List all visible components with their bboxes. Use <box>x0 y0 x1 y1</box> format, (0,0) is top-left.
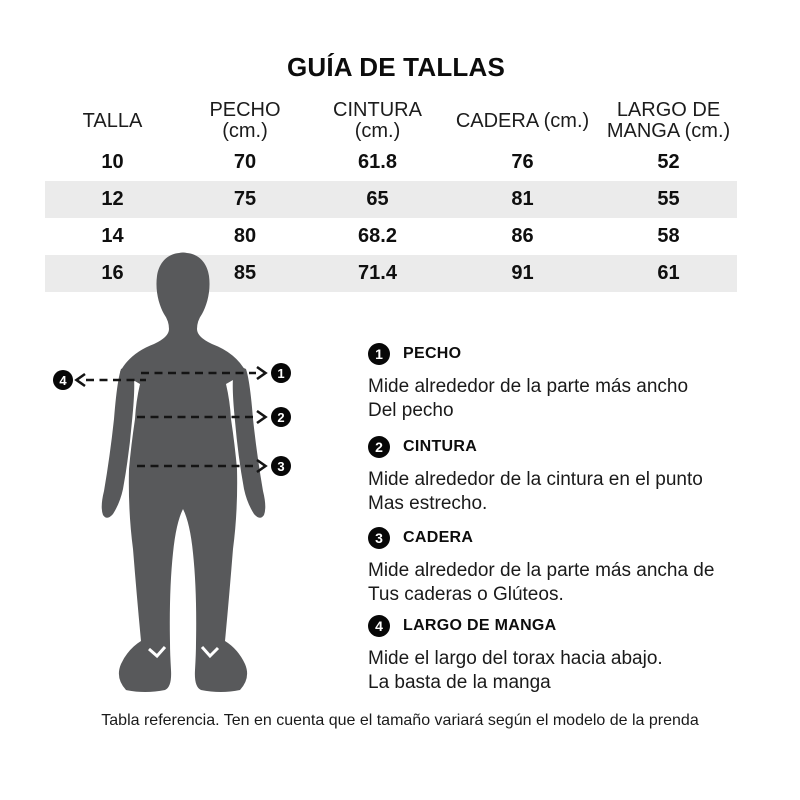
column-header-manga: LARGO DE MANGA (cm.) <box>606 99 731 142</box>
legend-label-cadera: CADERA <box>403 529 474 546</box>
description-line: La basta de la manga <box>368 672 551 693</box>
cell-manga: 61 <box>657 262 680 284</box>
legend-heading <box>368 527 786 549</box>
description-line: Mide alrededor de la parte más ancha de <box>368 560 715 581</box>
legend-heading <box>368 615 786 637</box>
cell-talla: 10 <box>101 151 124 173</box>
legend-section-cadera <box>368 527 786 607</box>
cell-cintura: 68.2 <box>358 225 397 247</box>
legend-badge-1: 1 <box>368 343 390 365</box>
cell-cadera: 76 <box>511 151 534 173</box>
legend-section-pecho <box>368 343 786 423</box>
cell-talla: 14 <box>101 225 124 247</box>
cell-cintura: 61.8 <box>358 151 397 173</box>
description-line: Mide alrededor de la parte más ancho <box>368 376 689 397</box>
legend-heading <box>368 343 786 365</box>
cell-cintura: 71.4 <box>358 262 397 284</box>
cell-manga: 55 <box>657 188 680 210</box>
description-line: Mas estrecho. <box>368 493 488 514</box>
measure-badge-chest: 1 <box>271 363 291 383</box>
legend-label-pecho: PECHO <box>403 345 462 362</box>
cell-manga: 52 <box>657 151 680 173</box>
cell-talla: 12 <box>101 188 124 210</box>
cell-pecho: 70 <box>233 151 257 173</box>
description-line: Mide el largo del torax hacia abajo. <box>368 648 663 669</box>
cell-pecho: 85 <box>233 262 257 284</box>
measure-badge-hip: 3 <box>271 456 291 476</box>
table-row-size-10 <box>45 144 737 181</box>
legend-label-manga: LARGO DE MANGA <box>403 617 557 634</box>
legend-badge-3: 3 <box>368 527 390 549</box>
measure-badge-sleeve: 4 <box>53 370 73 390</box>
legend-description-cadera <box>368 559 786 607</box>
legend-label-cintura: CINTURA <box>403 438 478 455</box>
column-header-cadera: CADERA (cm.) <box>455 109 590 132</box>
right-arm-shape <box>233 368 266 518</box>
column-header-talla: TALLA <box>82 109 143 132</box>
description-line: Del pecho <box>368 400 454 421</box>
legend-description-cintura <box>368 468 786 516</box>
cell-manga: 58 <box>657 225 680 247</box>
page-title: GUÍA DE TALLAS <box>286 52 505 82</box>
measure-badge-waist: 2 <box>271 407 291 427</box>
cell-talla: 16 <box>101 262 124 284</box>
legend-heading <box>368 436 786 458</box>
table-row-size-14 <box>45 218 737 255</box>
description-line: Tus caderas o Glúteos. <box>368 584 564 605</box>
reference-note: Tabla referencia. Ten en cuenta que el tamaño variará según el modelo de la prenda <box>101 712 699 729</box>
legend-section-manga <box>368 615 786 695</box>
legend-section-cintura <box>368 436 786 516</box>
body-shape <box>119 253 247 693</box>
man-silhouette <box>75 251 295 692</box>
table-row-size-12 <box>45 181 737 218</box>
table-header-row <box>45 98 737 144</box>
cell-cadera: 91 <box>511 262 534 284</box>
cell-cadera: 86 <box>511 225 534 247</box>
legend-description-manga <box>368 647 786 695</box>
cell-cadera: 81 <box>511 188 534 210</box>
cell-pecho: 80 <box>233 225 257 247</box>
column-header-pecho: PECHO (cm.) <box>209 99 281 142</box>
legend-badge-4: 4 <box>368 615 390 637</box>
column-header-cintura: CINTURA (cm.) <box>333 99 422 142</box>
legend-badge-2: 2 <box>368 436 390 458</box>
cell-pecho: 75 <box>233 188 257 210</box>
cell-cintura: 65 <box>366 188 389 210</box>
legend-description-pecho <box>368 375 786 423</box>
description-line: Mide alrededor de la cintura en el punto <box>368 469 703 490</box>
